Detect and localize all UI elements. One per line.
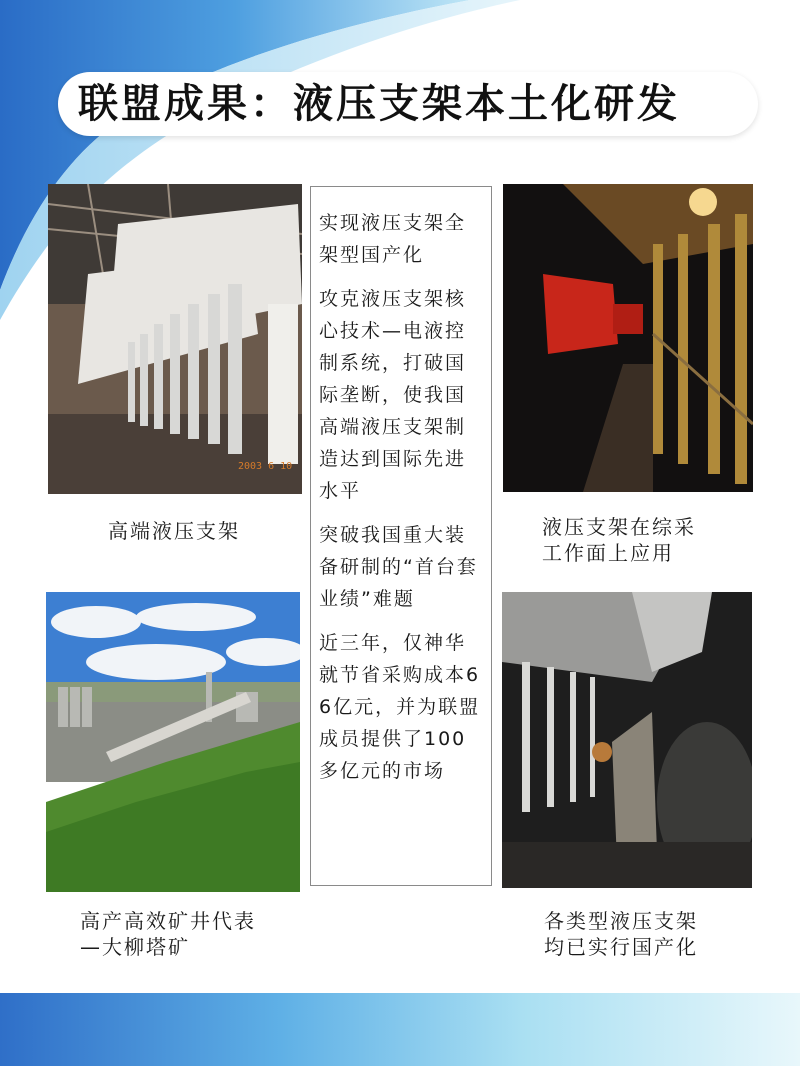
caption-top-right (542, 514, 696, 566)
panel-paragraph: 突破我国重大装备研制的“首台套业绩”难题 (319, 524, 478, 610)
caption-bottom-right (544, 908, 698, 960)
achievements-text-panel (310, 186, 492, 886)
caption-line: 高产高效矿井代表 (80, 909, 256, 933)
caption-line: 液压支架在综采 (542, 515, 696, 539)
photo-underground-supports (502, 592, 752, 888)
photo-daliuta-mine (46, 592, 300, 892)
caption-top-left (108, 518, 240, 544)
photo-stamp: 2003 6 10 (238, 461, 293, 472)
panel-paragraph: 攻克液压支架核心技术—电液控制系统，打破国际垄断，使我国高端液压支架制造达到国际先进水平 (319, 288, 467, 502)
caption-line: 工作面上应用 (542, 541, 674, 565)
caption-line: 各类型液压支架 (544, 909, 698, 933)
panel-paragraph: 近三年，仅神华就节省采购成本66亿元，并为联盟成员提供了100多亿元的市场 (319, 632, 481, 782)
caption-line: —大柳塔矿 (80, 935, 190, 959)
photo-hydraulic-supports-factory (48, 184, 302, 494)
caption-bottom-left (80, 908, 256, 960)
bottom-gradient-band (0, 993, 800, 1066)
caption-line: 均已实行国产化 (544, 935, 698, 959)
panel-paragraph: 实现液压支架全架型国产化 (319, 212, 467, 266)
photo-longwall-face (503, 184, 753, 492)
page-title: 联盟成果：液压支架本土化研发 (78, 81, 680, 127)
caption-line: 高端液压支架 (108, 519, 240, 543)
